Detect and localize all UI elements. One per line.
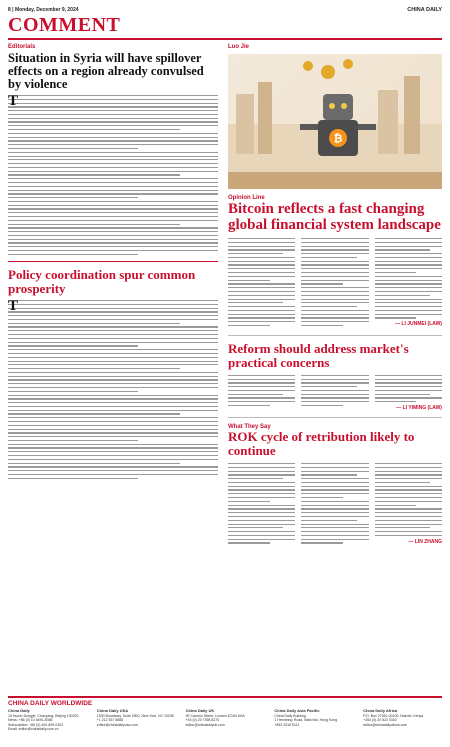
- rok-article-body: [228, 463, 442, 546]
- footer-contact-2: China Daily USA 1500 Broadway, Suite 2800, New York, NY 10036 +1 212 537 8888 editor@chinadailyusa.com: [96, 708, 174, 727]
- author-credit: — LI YIMING (LAW): [396, 405, 442, 411]
- masthead-rule: [8, 38, 442, 40]
- footer-contact-4: China Daily Asia Pacific China Daily Building 1 Hennessy Road, Wanchai, Hong Kong +852 2518 5111: [274, 708, 338, 727]
- opinion-line-label: Opinion Line: [228, 195, 265, 201]
- bitcoin-article-body: [228, 238, 442, 329]
- what-they-say-label: What They Say: [228, 424, 271, 430]
- reform-headline: Reform should address market's practical concerns: [228, 340, 409, 370]
- bitcoin-headline: Bitcoin reflects a fast changing global financial system landscape: [228, 201, 441, 233]
- editorial-1-headline: Situation in Syria will have spillover effects on a region already convulsed by violence: [8, 51, 204, 91]
- section-label-editorials: Editorials: [8, 44, 36, 50]
- dropcap: T: [8, 298, 19, 314]
- footer-contact-5: China Daily Africa P.O. Box 27281-00100, Nairobi, Kenya +254 (0) 20 522 0302 editor@chinadailyafrica.com: [363, 708, 424, 727]
- dropcap: T: [8, 93, 19, 109]
- bitcoin-illustration: [228, 54, 442, 189]
- reform-article-body: [228, 375, 442, 411]
- editorial-2-headline: Policy coordination spur common prosperity: [8, 267, 196, 296]
- masthead-title: COMMENT: [8, 14, 121, 36]
- left-column: [8, 44, 218, 482]
- editorial-2-body: [8, 300, 218, 479]
- section-divider: [8, 261, 218, 262]
- page-info: 8 | Monday, December 9, 2024: [8, 7, 79, 13]
- section-divider: [228, 417, 442, 418]
- rok-headline: ROK cycle of retribution likely to continue: [228, 429, 415, 458]
- bitcoin-robot-illustration: [228, 54, 442, 189]
- footer-contact-3: China Daily UK 90 Cannon Street, London EC4N 6HA +44 (0) 20 7398 8270 editor@chinadailyuk.com: [185, 708, 245, 727]
- footer-contact-1: China Daily 15 Huixin Dongjie, Chaoyang, Beijing 100029 News: +86 (0) 10 6491-8366 Subscription: +86 (0) 400-699-0203 Email: editor@chinadaily.com.cn: [8, 708, 79, 731]
- right-column: [228, 44, 442, 546]
- footer: [8, 696, 442, 744]
- editorial-1-body: [8, 95, 218, 255]
- masthead: [8, 14, 442, 36]
- brand-name: CHINA DAILY: [407, 7, 442, 13]
- footer-contacts: [8, 709, 442, 732]
- author-credit: — LI JUNMEI (LAW): [395, 321, 442, 328]
- section-divider: [228, 335, 442, 336]
- illustration-byline: Luo Jie: [228, 44, 250, 50]
- svg-text:₿: ₿: [333, 133, 343, 145]
- author-credit: — LIN ZHANG: [408, 538, 442, 545]
- footer-logo: CHINA DAILY WORLDWIDE: [8, 700, 93, 707]
